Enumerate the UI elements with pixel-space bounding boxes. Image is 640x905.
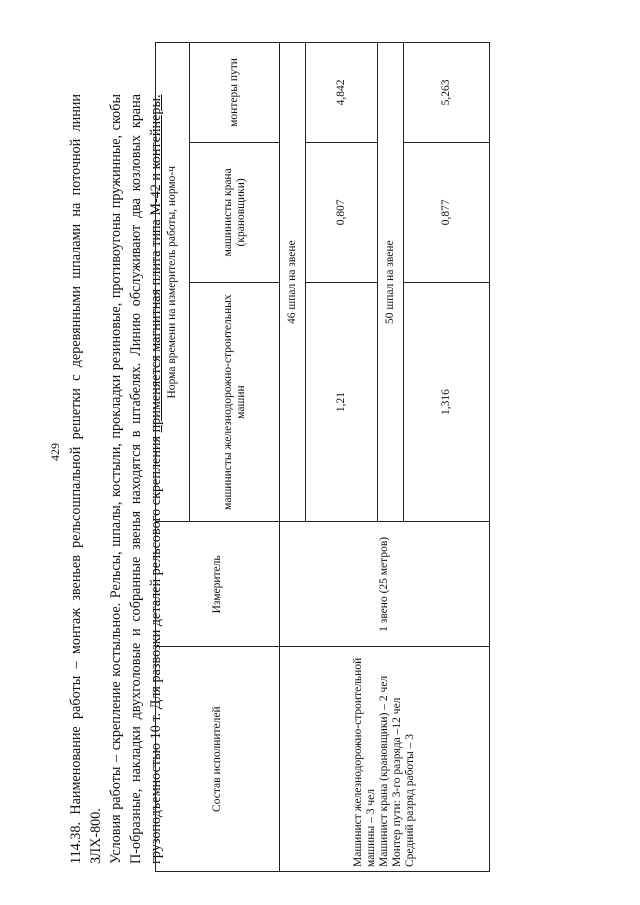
header-norm: Норма времени на измеритель работы, нормо-ч (156, 43, 190, 522)
section-label-50: 50 шпал на звене (378, 43, 404, 522)
header-staff: Состав исполнителей (156, 647, 280, 872)
staff-cell: Машинист железнодорожно-строительной машины – 3 чел Машинист крана (крановщики) – 2 чел Монтер пути: 3-го разряда –12 чел Средний разряд работы – 3 (280, 647, 490, 872)
conditions-underlined: применяется магнитная плита типа М-42 и контейнеры. (148, 94, 164, 433)
unit-cell: 1 звено (25 метров) (280, 522, 490, 647)
heading: 114.38. Наименование работы – монтаж звеньев рельсошпальной решетки с деревянными шпалами на поточной линии ЗЛХ-800. (68, 94, 104, 864)
header-track: монтеры пути (190, 43, 280, 143)
text-block (66, 94, 166, 864)
cell-50-crane: 0,877 (404, 142, 490, 282)
header-unit: Измеритель (156, 522, 280, 647)
norm-table (155, 42, 490, 872)
cell-46-track: 4,842 (306, 43, 378, 143)
page-number: 429 (48, 443, 62, 461)
header-crane: машинисты крана (крановщики) (190, 142, 280, 282)
cell-46-machinists: 1,21 (306, 282, 378, 522)
header-machinists: машинисты железнодорожно-строительных машин (190, 282, 280, 522)
rotated-sheet (40, 32, 600, 872)
conditions: Условия работы – скрепление костыльное. Рельсы, шпалы, костыли, прокладки резиновые, противоугоны пружинные, скобы П-образные, накладки двухголовые и собранные звенья находятся в штабелях. Линию обслуживают два козловых крана грузоподъемностью 10 т. Для развозки деталей рельсового скрепления применяется магнитная плита типа М-42 и контейнеры. (108, 94, 164, 864)
cell-46-crane: 0,807 (306, 142, 378, 282)
cell-50-track: 5,263 (404, 43, 490, 143)
section-label-46: 46 шпал на звене (280, 43, 306, 522)
cell-50-machinists: 1,316 (404, 282, 490, 522)
